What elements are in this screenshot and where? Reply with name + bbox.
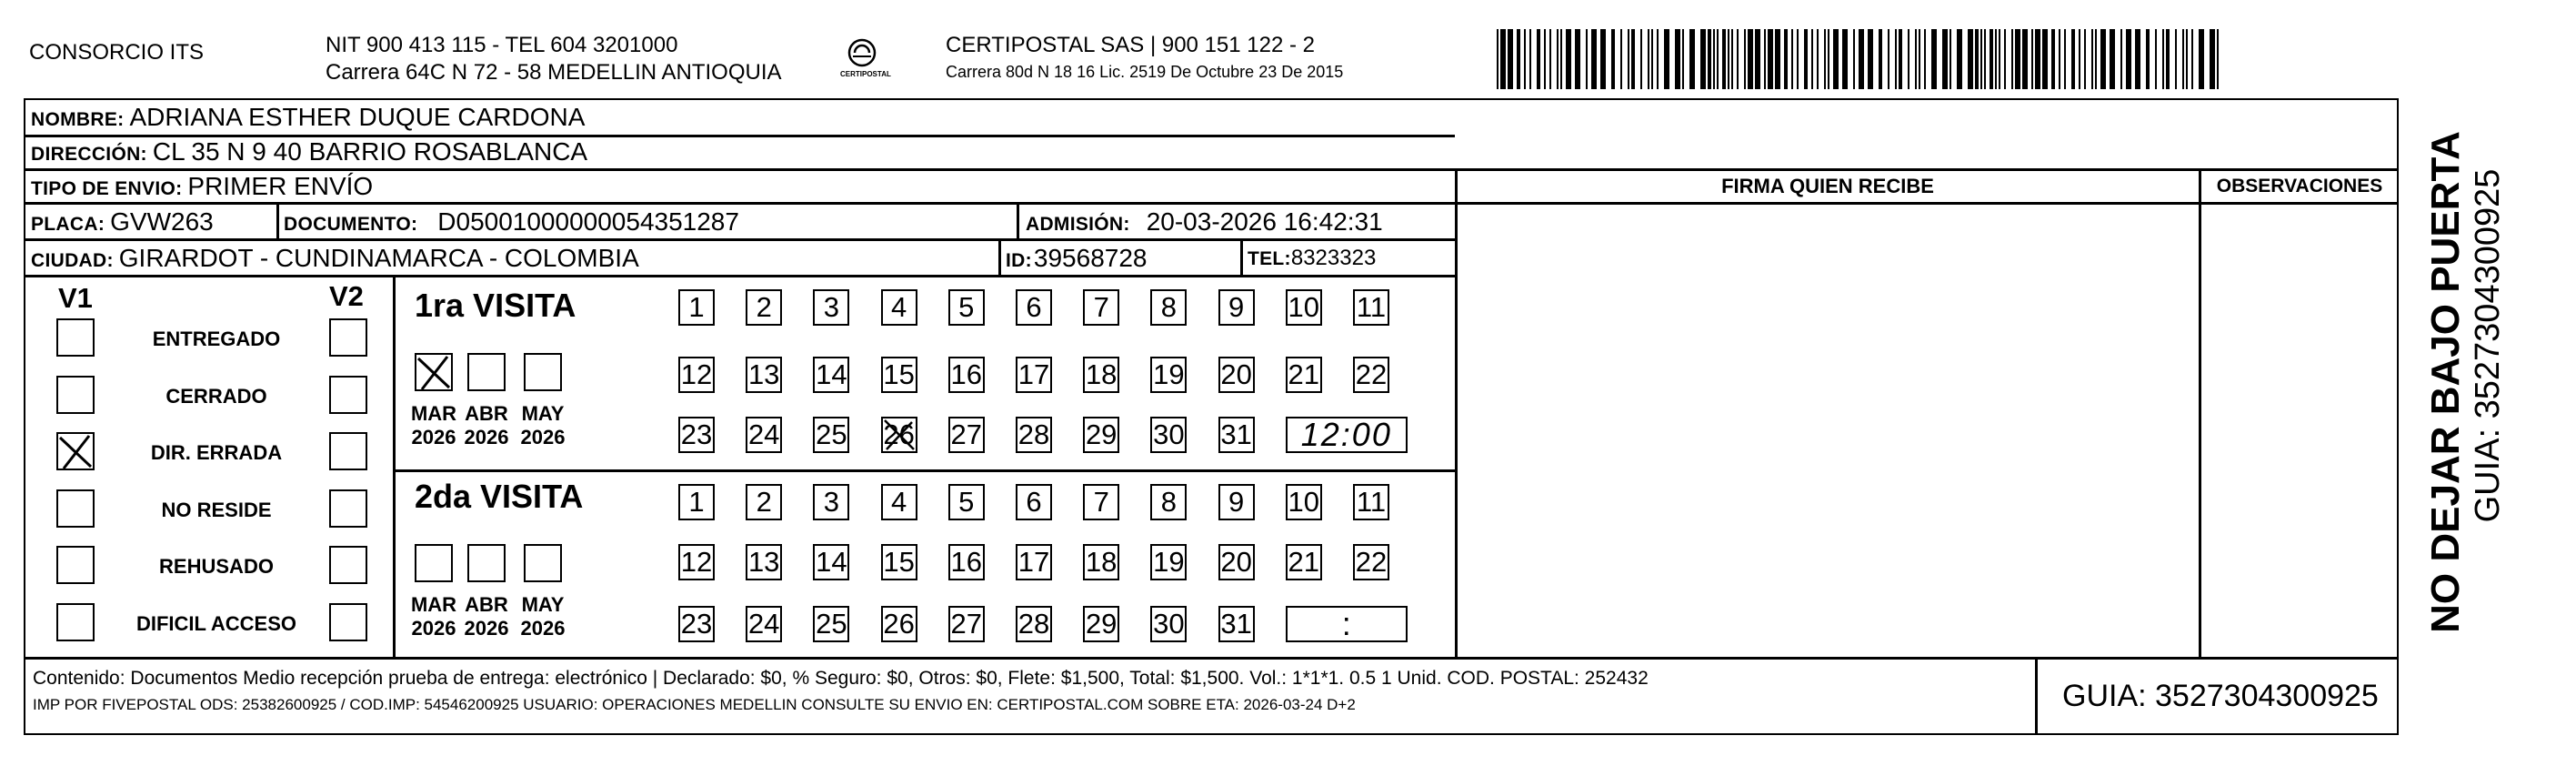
month-year: 2026 xyxy=(520,617,566,640)
v2-checkbox xyxy=(329,432,367,470)
month-year: 2026 xyxy=(464,426,509,449)
v2-checkbox xyxy=(329,376,367,414)
day-box: 10 xyxy=(1286,289,1322,326)
nombre-row xyxy=(31,103,585,132)
footer-guia: GUIA: 3527304300925 xyxy=(2062,679,2379,713)
nit-line: NIT 900 413 115 - TEL 604 3201000 xyxy=(326,33,678,57)
month-label: ABR xyxy=(465,593,508,616)
carrier-address: Carrera 80d N 18 16 Lic. 2519 De Octubre 23 De 2015 xyxy=(946,63,1344,81)
day-box: 21 xyxy=(1286,357,1322,393)
day-box: 23 xyxy=(678,417,715,453)
day-box: 23 xyxy=(678,606,715,642)
placa-value: GVW263 xyxy=(110,207,214,236)
day-box: 18 xyxy=(1083,357,1119,393)
day-box: 25 xyxy=(813,417,849,453)
day-box: 3 xyxy=(813,289,849,326)
v2-checkbox xyxy=(329,318,367,357)
company-address: Carrera 64C N 72 - 58 MEDELLIN ANTIOQUIA xyxy=(326,60,782,85)
documento-value: D05001000000054351287 xyxy=(437,207,739,236)
company-name: CONSORCIO ITS xyxy=(29,40,205,65)
day-box: 31 xyxy=(1218,417,1255,453)
day-box: 2 xyxy=(746,484,782,520)
day-box: 14 xyxy=(813,357,849,393)
day-box: 18 xyxy=(1083,544,1119,580)
visit2-title: 2da VISITA xyxy=(415,478,584,515)
day-box: 4 xyxy=(881,289,917,326)
month-label: MAR xyxy=(410,402,457,425)
status-label: REHUSADO xyxy=(159,555,274,578)
day-box: 10 xyxy=(1286,484,1322,520)
day-box: 11 xyxy=(1353,289,1389,326)
month-checkbox xyxy=(524,544,562,582)
tipo-value: PRIMER ENVÍO xyxy=(187,172,374,200)
month-checkbox xyxy=(524,353,562,391)
day-box: 5 xyxy=(948,289,985,326)
month-year: 2026 xyxy=(411,617,456,640)
day-box: 27 xyxy=(948,417,985,453)
day-box: 6 xyxy=(1016,289,1052,326)
day-box: 16 xyxy=(948,357,985,393)
day-box: 7 xyxy=(1083,289,1119,326)
month-year: 2026 xyxy=(520,426,566,449)
day-box: 4 xyxy=(881,484,917,520)
status-label: CERRADO xyxy=(165,384,267,408)
month-checkbox xyxy=(467,544,506,582)
v1-checkbox xyxy=(56,546,95,584)
v2-checkbox xyxy=(329,546,367,584)
day-box: 11 xyxy=(1353,484,1389,520)
footer-contenido: Contenido: Documentos Medio recepción prueba de entrega: electrónico | Declarado: $0, % Seguro: $0, Otros: $0, Flete: $1,500, Total: $1,500. Vol.: 1*1*1. 0.5 1 Unid. COD. POSTAL: 252432 xyxy=(33,668,1649,689)
day-box: 19 xyxy=(1150,357,1187,393)
time-box: : xyxy=(1286,606,1408,642)
v2-header: V2 xyxy=(329,280,364,312)
tipo-row xyxy=(31,172,373,201)
v1-checkbox xyxy=(56,603,95,641)
day-box: 25 xyxy=(813,606,849,642)
placa-row xyxy=(31,207,214,237)
day-box: 29 xyxy=(1083,417,1119,453)
day-box: 20 xyxy=(1218,357,1255,393)
day-box: 1 xyxy=(678,289,715,326)
id-label: ID: xyxy=(1006,250,1032,271)
month-label: MAY xyxy=(521,402,565,425)
day-box: 22 xyxy=(1353,544,1389,580)
tel-row xyxy=(1248,246,1376,271)
day-box: 13 xyxy=(746,357,782,393)
logo-text: CERTIPOSTAL xyxy=(840,70,891,78)
day-box: 17 xyxy=(1016,544,1052,580)
id-row xyxy=(1006,244,1147,273)
side-warning: NO DEJAR BAJO PUERTA xyxy=(2423,131,2468,633)
day-box: 26 xyxy=(881,417,917,453)
time-box: 12:00 xyxy=(1286,417,1408,453)
day-box: 8 xyxy=(1150,484,1187,520)
day-box: 15 xyxy=(881,357,917,393)
admision-value: 20-03-2026 16:42:31 xyxy=(1146,207,1383,236)
month-checkbox xyxy=(467,353,506,391)
admision-label: ADMISIÓN: xyxy=(1026,214,1130,235)
day-box: 3 xyxy=(813,484,849,520)
day-box: 20 xyxy=(1218,544,1255,580)
certipostal-logo xyxy=(835,36,889,87)
month-year: 2026 xyxy=(464,617,509,640)
day-box: 14 xyxy=(813,544,849,580)
barcode xyxy=(1497,29,2222,89)
day-box: 30 xyxy=(1150,417,1187,453)
month-label: MAY xyxy=(521,593,565,616)
day-box: 13 xyxy=(746,544,782,580)
day-box: 16 xyxy=(948,544,985,580)
month-label: ABR xyxy=(465,402,508,425)
day-box: 28 xyxy=(1016,606,1052,642)
documento-label: DOCUMENTO: xyxy=(284,214,418,235)
day-box: 1 xyxy=(678,484,715,520)
visit1-title: 1ra VISITA xyxy=(415,287,576,324)
carrier-line: CERTIPOSTAL SAS | 900 151 122 - 2 xyxy=(946,33,1315,57)
v2-checkbox xyxy=(329,603,367,641)
day-box: 12 xyxy=(678,544,715,580)
ciudad-label: CIUDAD: xyxy=(31,250,114,271)
direccion-row xyxy=(31,137,587,166)
day-box: 28 xyxy=(1016,417,1052,453)
day-box: 27 xyxy=(948,606,985,642)
day-box: 19 xyxy=(1150,544,1187,580)
side-guia: GUIA: 3527304300925 xyxy=(2469,168,2507,523)
firma-header: FIRMA QUIEN RECIBE xyxy=(1721,175,1934,197)
documento-row xyxy=(284,207,739,237)
v1-checkbox xyxy=(56,376,95,414)
day-box: 24 xyxy=(746,417,782,453)
v1-header: V1 xyxy=(58,282,93,314)
tel-value: 8323323 xyxy=(1290,246,1377,270)
v1-checkbox xyxy=(56,489,95,528)
day-box: 2 xyxy=(746,289,782,326)
day-box: 31 xyxy=(1218,606,1255,642)
day-box: 24 xyxy=(746,606,782,642)
day-box: 8 xyxy=(1150,289,1187,326)
month-checkbox xyxy=(415,544,453,582)
v1-checkbox xyxy=(56,432,95,470)
admision-row xyxy=(1026,207,1383,237)
observaciones-header: OBSERVACIONES xyxy=(2216,176,2383,197)
day-box: 5 xyxy=(948,484,985,520)
placa-label: PLACA: xyxy=(31,214,105,235)
day-box: 30 xyxy=(1150,606,1187,642)
day-box: 12 xyxy=(678,357,715,393)
ciudad-row xyxy=(31,244,639,273)
month-year: 2026 xyxy=(411,426,456,449)
status-label: DIFICIL ACCESO xyxy=(135,611,296,635)
day-box: 29 xyxy=(1083,606,1119,642)
day-box: 9 xyxy=(1218,289,1255,326)
month-label: MAR xyxy=(410,593,457,616)
direccion-value: CL 35 N 9 40 BARRIO ROSABLANCA xyxy=(152,137,588,166)
v1-checkbox xyxy=(56,318,95,357)
day-box: 7 xyxy=(1083,484,1119,520)
status-label: DIR. ERRADA xyxy=(150,441,283,464)
day-box: 22 xyxy=(1353,357,1389,393)
v2-checkbox xyxy=(329,489,367,528)
direccion-label: DIRECCIÓN: xyxy=(31,144,147,165)
tel-label: TEL: xyxy=(1248,248,1291,269)
id-value: 39568728 xyxy=(1033,244,1148,272)
footer-imp: IMP POR FIVEPOSTAL ODS: 25382600925 / COD.IMP: 54546200925 USUARIO: OPERACIONES MEDELLIN CONSULTE SU ENVIO EN: CERTIPOSTAL.COM SOBRE ETA: 2026-03-24 D+2 xyxy=(33,696,1356,713)
day-box: 17 xyxy=(1016,357,1052,393)
nombre-label: NOMBRE: xyxy=(31,109,125,130)
status-label: ENTREGADO xyxy=(152,328,281,350)
tipo-label: TIPO DE ENVIO: xyxy=(31,178,183,199)
day-box: 15 xyxy=(881,544,917,580)
ciudad-value: GIRARDOT - CUNDINAMARCA - COLOMBIA xyxy=(118,244,639,272)
day-box: 26 xyxy=(881,606,917,642)
status-label: NO RESIDE xyxy=(161,498,272,521)
month-checkbox xyxy=(415,353,453,391)
day-box: 9 xyxy=(1218,484,1255,520)
day-box: 21 xyxy=(1286,544,1322,580)
day-box: 6 xyxy=(1016,484,1052,520)
nombre-value: ADRIANA ESTHER DUQUE CARDONA xyxy=(129,103,586,131)
